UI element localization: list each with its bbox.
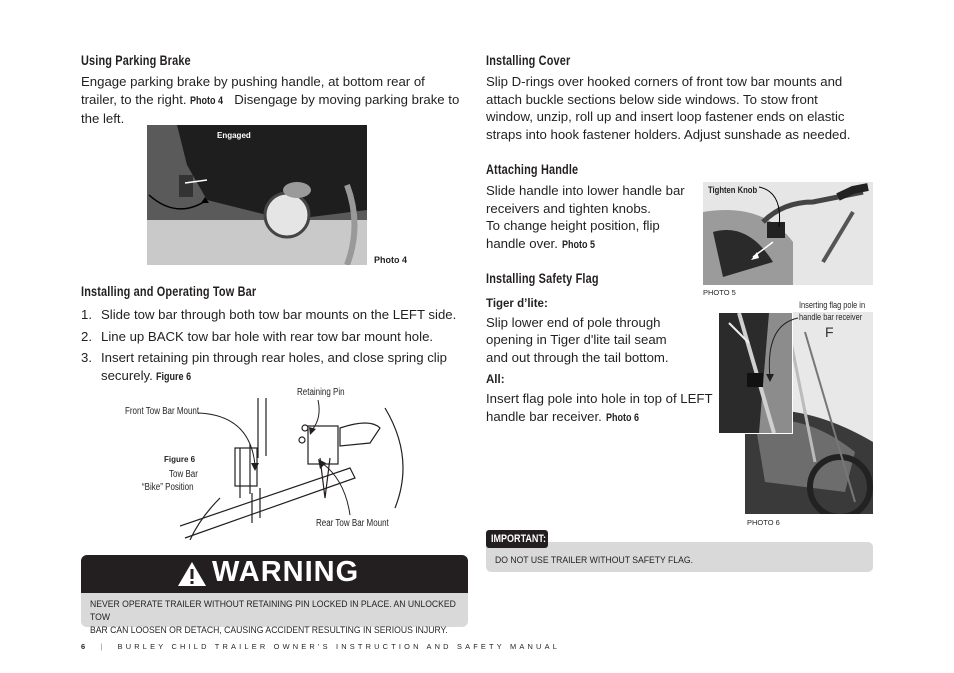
- warning-header: [81, 555, 468, 593]
- parking-line-2b: Disengage by moving parking brake to: [234, 91, 460, 107]
- cover-line-2: attach buckle sections below side windows. To stow front: [486, 91, 818, 107]
- warning-line-2: BAR CAN LOOSEN OR DETACH, CAUSING ACCIDENT RESULTING IN SERIOUS INJURY.: [90, 625, 448, 636]
- step-2: [81, 328, 481, 346]
- photo-5-label: PHOTO 5: [703, 288, 736, 297]
- parking-brake-photo: [147, 125, 367, 265]
- cover-text: [486, 73, 886, 143]
- safety-flag-text: [486, 296, 726, 427]
- flag-line-1: Slip lower end of pole through: [486, 314, 661, 330]
- rear-mount-leader: [310, 455, 370, 520]
- flag-callout-line-2: handle bar receiver: [799, 312, 863, 322]
- figure-6-sub1: Tow Bar: [169, 469, 198, 480]
- important-label: IMPORTANT:: [491, 533, 546, 545]
- handle-line-2: receivers and tighten knobs.: [486, 200, 651, 216]
- step-3-num: 3.: [81, 350, 92, 366]
- flag-line-5: [486, 408, 726, 428]
- important-label-box: [486, 530, 548, 548]
- flag-photo-callout: [799, 299, 865, 323]
- handle-line-4a: handle over.: [486, 235, 558, 251]
- warning-body: [81, 593, 468, 636]
- step-3-text-a: Insert retaining pin through rear holes, and close spring clip: [101, 350, 448, 366]
- photo-4-label: Photo 4: [374, 255, 407, 265]
- warning-line-1: NEVER OPERATE TRAILER WITHOUT RETAINING PIN LOCKED IN PLACE. AN UNLOCKED TOW: [90, 599, 456, 623]
- retaining-pin-leader: [300, 398, 330, 438]
- parking-line-2a: trailer, to the right.: [81, 91, 187, 107]
- parking-brake-photo-art: [147, 125, 367, 265]
- flag-callout-line-1: Inserting flag pole in: [799, 300, 866, 310]
- important-text: DO NOT USE TRAILER WITHOUT SAFETY FLAG.: [495, 555, 693, 566]
- parking-line-3: the left.: [81, 111, 125, 127]
- front-tow-bar-mount-label: Front Tow Bar Mount: [125, 406, 200, 417]
- photo-5-ref: Photo 5: [561, 238, 595, 251]
- warning-text: [90, 598, 468, 637]
- cover-heading: Installing Cover: [486, 52, 571, 68]
- footer: [81, 642, 560, 651]
- figure-6-ref: Figure 6: [156, 370, 192, 383]
- tow-bar-heading: Installing and Operating Tow Bar: [81, 283, 257, 299]
- step-1: [81, 306, 481, 324]
- tiger-dlite-subheading: Tiger d’lite:: [486, 298, 548, 310]
- safety-flag-heading: Installing Safety Flag: [486, 270, 599, 286]
- footer-title: BURLEY CHILD TRAILER OWNER'S INSTRUCTION AND SAFETY MANUAL: [117, 642, 561, 651]
- flag-line-5a: handle bar receiver.: [486, 408, 602, 424]
- figure-6-sub2: “Bike” Position: [142, 482, 194, 493]
- all-subheading: All:: [486, 374, 505, 387]
- handle-line-4: [486, 235, 701, 255]
- flag-line-3: and out through the tail bottom.: [486, 349, 669, 365]
- warning-triangle-icon: [177, 561, 207, 587]
- step-1-num: 1.: [81, 307, 92, 322]
- step-2-text: Line up BACK tow bar hole with rear tow bar mount hole.: [101, 328, 434, 344]
- handle-line-1: Slide handle into lower handle bar: [486, 183, 685, 198]
- front-mount-leader: [195, 405, 265, 475]
- figure-6-title: Figure 6: [164, 455, 196, 464]
- step-1-text: Slide tow bar through both tow bar mounts on the LEFT side.: [101, 307, 457, 322]
- tighten-knob-callout: Tighten Knob: [708, 185, 758, 195]
- parking-brake-heading: Using Parking Brake: [81, 52, 191, 68]
- flag-line-4: Insert flag pole into hole in top of LEFT: [486, 390, 713, 406]
- svg-text:F: F: [825, 324, 834, 340]
- retaining-pin-label: Retaining Pin: [297, 387, 345, 398]
- footer-separator: |: [100, 642, 103, 651]
- handle-line-3: To change height position, flip: [486, 218, 660, 234]
- handle-photo: [703, 182, 873, 285]
- photo-6-label: PHOTO 6: [747, 518, 780, 527]
- parking-line-1: Engage parking brake by pushing handle, at bottom rear of: [81, 74, 425, 89]
- handle-text: [486, 182, 701, 254]
- step-3-text-b: securely.: [101, 367, 153, 383]
- parking-line-2: [81, 91, 471, 111]
- photo-4-ref: Photo 4: [190, 94, 224, 107]
- handle-photo-art: [703, 182, 873, 285]
- rear-tow-bar-mount-label: Rear Tow Bar Mount: [316, 518, 389, 529]
- warning-title: WARNING: [212, 556, 360, 588]
- page-number: 6: [81, 642, 86, 651]
- engaged-callout: Engaged: [217, 131, 251, 140]
- tow-bar-steps: [81, 306, 481, 390]
- cover-line-1: Slip D-rings over hooked corners of front tow bar mounts and: [486, 74, 843, 89]
- step-3: [81, 349, 481, 386]
- cover-line-4: straps into hook fastener holders. Adjust sunshade as needed.: [486, 126, 851, 142]
- step-2-num: 2.: [81, 328, 92, 344]
- photo-6-ref: Photo 6: [605, 411, 639, 424]
- parking-brake-text: [81, 73, 471, 128]
- cover-line-3: window, unzip, roll up and insert loop fastener ends on elastic: [486, 109, 845, 125]
- handle-heading: Attaching Handle: [486, 161, 579, 177]
- flag-line-2: opening in Tiger d'lite tail seam: [486, 332, 667, 348]
